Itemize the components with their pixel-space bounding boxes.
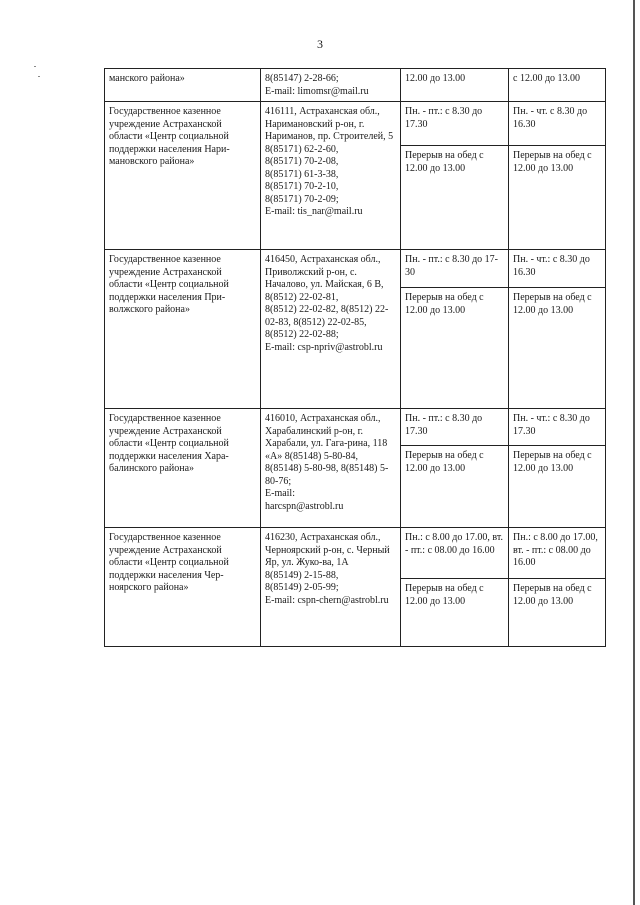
schedule-cell xyxy=(509,69,606,102)
break-cell xyxy=(401,146,509,250)
org-name: Государственное казенное учреждение Астраханской области «Центр социальной поддержки населения Чер-ноярского района» xyxy=(109,532,229,593)
institutions-table xyxy=(104,68,606,647)
break-cell xyxy=(509,288,606,409)
org-name: Государственное казенное учреждение Астраханской области «Центр социальной поддержки населения При-волжского района» xyxy=(109,254,229,315)
lunch-break: Перерыв на обед с 12.00 до 13.00 xyxy=(513,450,592,474)
contacts: 416450, Астраханская обл., Приволжский р-он, с. Началово, ул. Майская, 6 В, 8(8512) 22-02-81, 8(8512) 22-02-82, 8(8512) 22-02-83, 8(8512) 22-02-85, 8(8512) 22-02-88; E-mail: csp-npriv@astrobl.ru xyxy=(265,254,389,353)
org-cell xyxy=(105,69,261,102)
table-row xyxy=(105,102,606,146)
lunch-break: Перерыв на обед с 12.00 до 13.00 xyxy=(405,150,484,174)
contacts-cell xyxy=(261,528,401,647)
scan-speck xyxy=(38,76,40,77)
schedule-cell xyxy=(401,250,509,288)
schedule-cell xyxy=(401,102,509,146)
schedule-cell xyxy=(401,528,509,579)
break-cell xyxy=(401,288,509,409)
schedule-weekdays: Пн. - пт.: с 8.30 до 17-30 xyxy=(405,254,499,278)
schedule-weekdays: Пн.: с 8.00 до 17.00, вт. - пт.: с 08.00 до 16.00 xyxy=(405,532,503,556)
lunch-break: Перерыв на обед с 12.00 до 13.00 xyxy=(513,292,592,316)
contacts-cell xyxy=(261,409,401,528)
table-row xyxy=(105,409,606,446)
org-cell xyxy=(105,528,261,647)
schedule-weekdays: Пн. - пт.: с 8.30 до 17.30 xyxy=(405,106,483,130)
contacts-cell xyxy=(261,69,401,102)
scan-edge xyxy=(633,0,635,905)
schedule-weekdays: Пн. - пт.: с 8.30 до 17.30 xyxy=(405,413,483,437)
contacts: 416010, Астраханская обл., Харабалинский р-он, г. Харабали, ул. Гага-рина, 118 «А» 8(85148) 5-80-84, 8(85148) 5-80-98, 8(85148) 5-80-76; E-mail: harcspn@astrobl.ru xyxy=(265,413,389,512)
schedule-alt: Пн. - чт.: с 8.30 до 17.30 xyxy=(513,413,590,437)
schedule-alt: с 12.00 до 13.00 xyxy=(513,73,581,84)
schedule-alt: Пн.: с 8.00 до 17.00, вт. - пт.: с 08.00 до 16.00 xyxy=(513,532,598,568)
break-cell xyxy=(509,446,606,528)
org-cell xyxy=(105,102,261,250)
lunch-break: Перерыв на обед с 12.00 до 13.00 xyxy=(405,450,484,474)
schedule-cell xyxy=(509,250,606,288)
schedule-alt: Пн. - чт.: с 8.30 до 16.30 xyxy=(513,254,590,278)
break-cell xyxy=(509,146,606,250)
table-row xyxy=(105,250,606,288)
scan-speck xyxy=(34,66,36,67)
schedule-cell xyxy=(401,69,509,102)
break-cell xyxy=(509,579,606,647)
org-name: манского района» xyxy=(109,73,185,84)
contacts-cell xyxy=(261,102,401,250)
schedule-cell xyxy=(509,409,606,446)
lunch-break: Перерыв на обед с 12.00 до 13.00 xyxy=(405,583,484,607)
contacts: 416111, Астраханская обл., Наримановский р-он, г. Нариманов, пр. Строителей, 5 8(85171) 62-2-60, 8(85171) 70-2-08, 8(85171) 61-3-38, 8(85171) 70-2-10, 8(85171) 70-2-09; E-mail: tis_nar@mail.ru xyxy=(265,106,394,217)
table-row xyxy=(105,528,606,579)
break-cell xyxy=(401,446,509,528)
lunch-break: Перерыв на обед с 12.00 до 13.00 xyxy=(513,150,592,174)
page-number: 3 xyxy=(317,37,323,51)
schedule-weekdays: 12.00 до 13.00 xyxy=(405,73,466,84)
lunch-break: Перерыв на обед с 12.00 до 13.00 xyxy=(405,292,484,316)
contacts: 416230, Астраханская обл., Черноярский р-он, с. Черный Яр, ул. Жуко-ва, 1А 8(85149) 2-15-88, 8(85149) 2-05-99; E-mail: cspn-chern@astrobl.ru xyxy=(265,532,390,606)
contacts-cell xyxy=(261,250,401,409)
schedule-cell xyxy=(401,409,509,446)
org-cell xyxy=(105,409,261,528)
schedule-cell xyxy=(509,102,606,146)
schedule-alt: Пн. - чт. с 8.30 до 16.30 xyxy=(513,106,588,130)
org-cell xyxy=(105,250,261,409)
break-cell xyxy=(401,579,509,647)
org-name: Государственное казенное учреждение Астраханской области «Центр социальной поддержки населения Хара-балинского района» xyxy=(109,413,229,474)
contacts: 8(85147) 2-28-66; E-mail: limomsr@mail.ru xyxy=(265,73,369,97)
lunch-break: Перерыв на обед с 12.00 до 13.00 xyxy=(513,583,592,607)
org-name: Государственное казенное учреждение Астраханской области «Центр социальной поддержки населения Нари-мановского района» xyxy=(109,106,230,167)
schedule-cell xyxy=(509,528,606,579)
table-row xyxy=(105,69,606,102)
